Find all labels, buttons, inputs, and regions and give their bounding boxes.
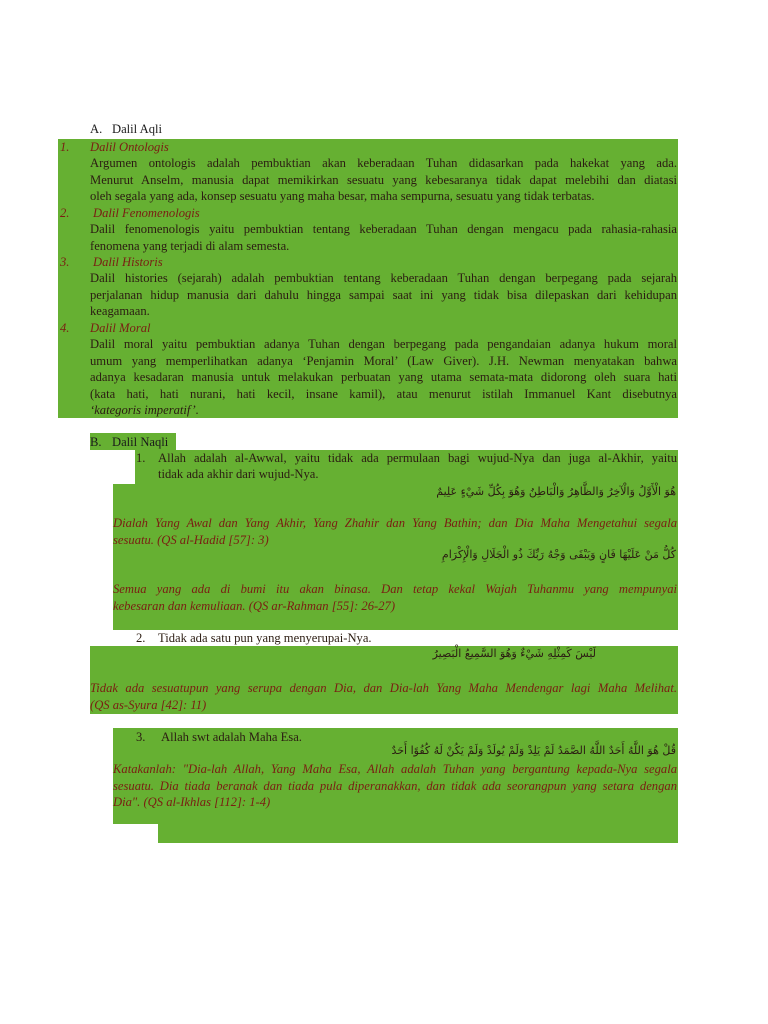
item-4-paragraph [90,336,677,419]
item-3-paragraph [90,270,677,320]
item-1-number: 1. [60,140,70,154]
translation-4 [113,761,677,811]
quran-verse-3-arabic: لَيْسَ كَمِثْلِهِ شَيْءٌ وَهُوَ السَّمِيعُ الْبَصِيرُ [432,647,596,660]
highlight-block-b3-tail [158,824,678,843]
translation-line: Tidak ada sesuatupun yang serupa dengan Dia, dan Dia-lah Yang Maha Mendengar lagi Maha Melihat. [90,681,677,695]
item-2-line: Dalil fenomenologis yaitu pembuktian tentang keberadaan Tuhan dengan mengacu pada rahasia-rahasia [90,222,677,236]
item-2-paragraph [90,221,677,254]
translation-2 [113,581,677,614]
section-b-title: Dalil Naqli [112,435,169,449]
item-2-number: 2. [60,206,70,220]
point-2-text: Tidak ada satu pun yang menyerupai-Nya. [158,631,372,645]
translation-line: Dialah Yang Awal dan Yang Akhir, Yang Zhahir dan Yang Bathin; dan Dia Maha Mengetahui segala [113,516,677,530]
quran-verse-2-arabic: كُلُّ مَنْ عَلَيْهَا فَانٍ وَيَبْقَى وَجْهُ رَبِّكَ ذُو الْجَلَالِ وَالْإِكْرَامِ [441,548,676,561]
translation-line: Dia". (QS al-Ikhlas [112]: 1-4) [113,795,271,810]
item-1-paragraph [90,155,677,205]
translation-line: Semua yang ada di bumi itu akan binasa. Dan tetap kekal Wajah Tuhanmu yang mempunyai [113,582,677,596]
section-a-title: Dalil Aqli [112,122,163,136]
point-2-number: 2. [136,631,146,645]
point-1-line-2: tidak ada akhir dari wujud-Nya. [158,467,319,481]
point-1-line-1: Allah adalah al-Awwal, yaitu tidak ada permulaan bagi wujud-Nya dan juga al-Akhir, yaitu [158,451,677,465]
item-3-line: Dalil histories (sejarah) adalah pembuktian tentang keberadaan Tuhan dengan berpegang pada sejarah [90,271,677,285]
item-4-title: Dalil Moral [90,321,151,335]
translation-line: Katakanlah: "Dia-lah Allah, Yang Maha Esa, Allah adalah Tuhan yang bergantung kepada-Nya segala [113,762,677,776]
translation-line: (QS as-Syura [42]: 11) [90,697,207,712]
item-4-number: 4. [60,321,70,335]
item-3-line: perjalanan hidup manusia dari dahulu hingga sampai saat ini yang tidak bisa dilepaskan dari kehidupan [90,287,677,302]
point-1-number: 1. [136,451,146,465]
translation-1 [113,515,677,548]
item-4-line: ‘kategoris imperatif’. [90,403,199,418]
item-1-line: Menurut Anselm, manusia dapat memikirkan sesuatu yang kebesaranya tidak dapat melebihi dan diatasi [90,172,677,187]
item-4-line: umum yang memperlihatkan adanya ‘Penjamin Moral’ (Law Giver). J.H. Newman menyatakan bahwa [90,353,677,368]
item-4-line: adanya kesadaran manusia untuk melakukan perbuatan yang utama semata-mata didorong oleh suara hati [90,370,677,385]
item-3-number: 3. [60,255,70,269]
point-3-text: Allah swt adalah Maha Esa. [161,730,302,744]
item-4-line: Dalil moral yaitu pembuktian adanya Tuhan dengan berpegang pada pengandaian adanya hukum moral [90,337,677,351]
item-1-line: Argumen ontologis adalah pembuktian akan keberadaan Tuhan didasarkan pada hakekat yang ada. [90,156,677,170]
section-a-label: A. [90,122,103,136]
item-2-line: fenomena yang terjadi di alam semesta. [90,238,290,253]
translation-line: sesuatu. (QS al-Hadid [57]: 3) [113,532,269,547]
translation-line: kebesaran dan kemuliaan. (QS ar-Rahman [55]: 26-27) [113,598,396,613]
translation-3 [90,680,677,713]
translation-line: sesuatu. Dia tiada beranak dan tiada pula diperanakkan, dan tidak ada seorangpun yang setara dengan [113,778,677,793]
section-b-label: B. [90,435,102,449]
item-1-line: oleh segala yang ada, konsep sesuatu yang maha besar, maha sempurna, sesuatu yang tidak terbatas. [90,189,595,204]
point-3-number: 3. [136,730,146,744]
item-4-line: (kata hati, hati nurani, hati kecil, insane kamil), atau menurut istilah Immanuel Kant disebutnya [90,386,677,401]
quran-verse-1-arabic: هُوَ الْأَوَّلُ وَالْآخِرُ وَالظَّاهِرُ وَالْبَاطِنُ وَهُوَ بِكُلِّ شَيْءٍ عَلِيمٌ [436,485,676,498]
item-3-line: keagamaan. [90,304,150,319]
item-3-title: Dalil Historis [93,255,163,269]
quran-verse-4-arabic: قُلْ هُوَ اللَّهُ أَحَدٌ اللَّهُ الصَّمَدُ لَمْ يَلِدْ وَلَمْ يُولَدْ وَلَمْ يَكُنْ لَهُ كُفُوًا أَحَدٌ [391,744,676,757]
item-2-title: Dalil Fenomenologis [93,206,200,220]
item-1-title: Dalil Ontologis [90,140,169,154]
